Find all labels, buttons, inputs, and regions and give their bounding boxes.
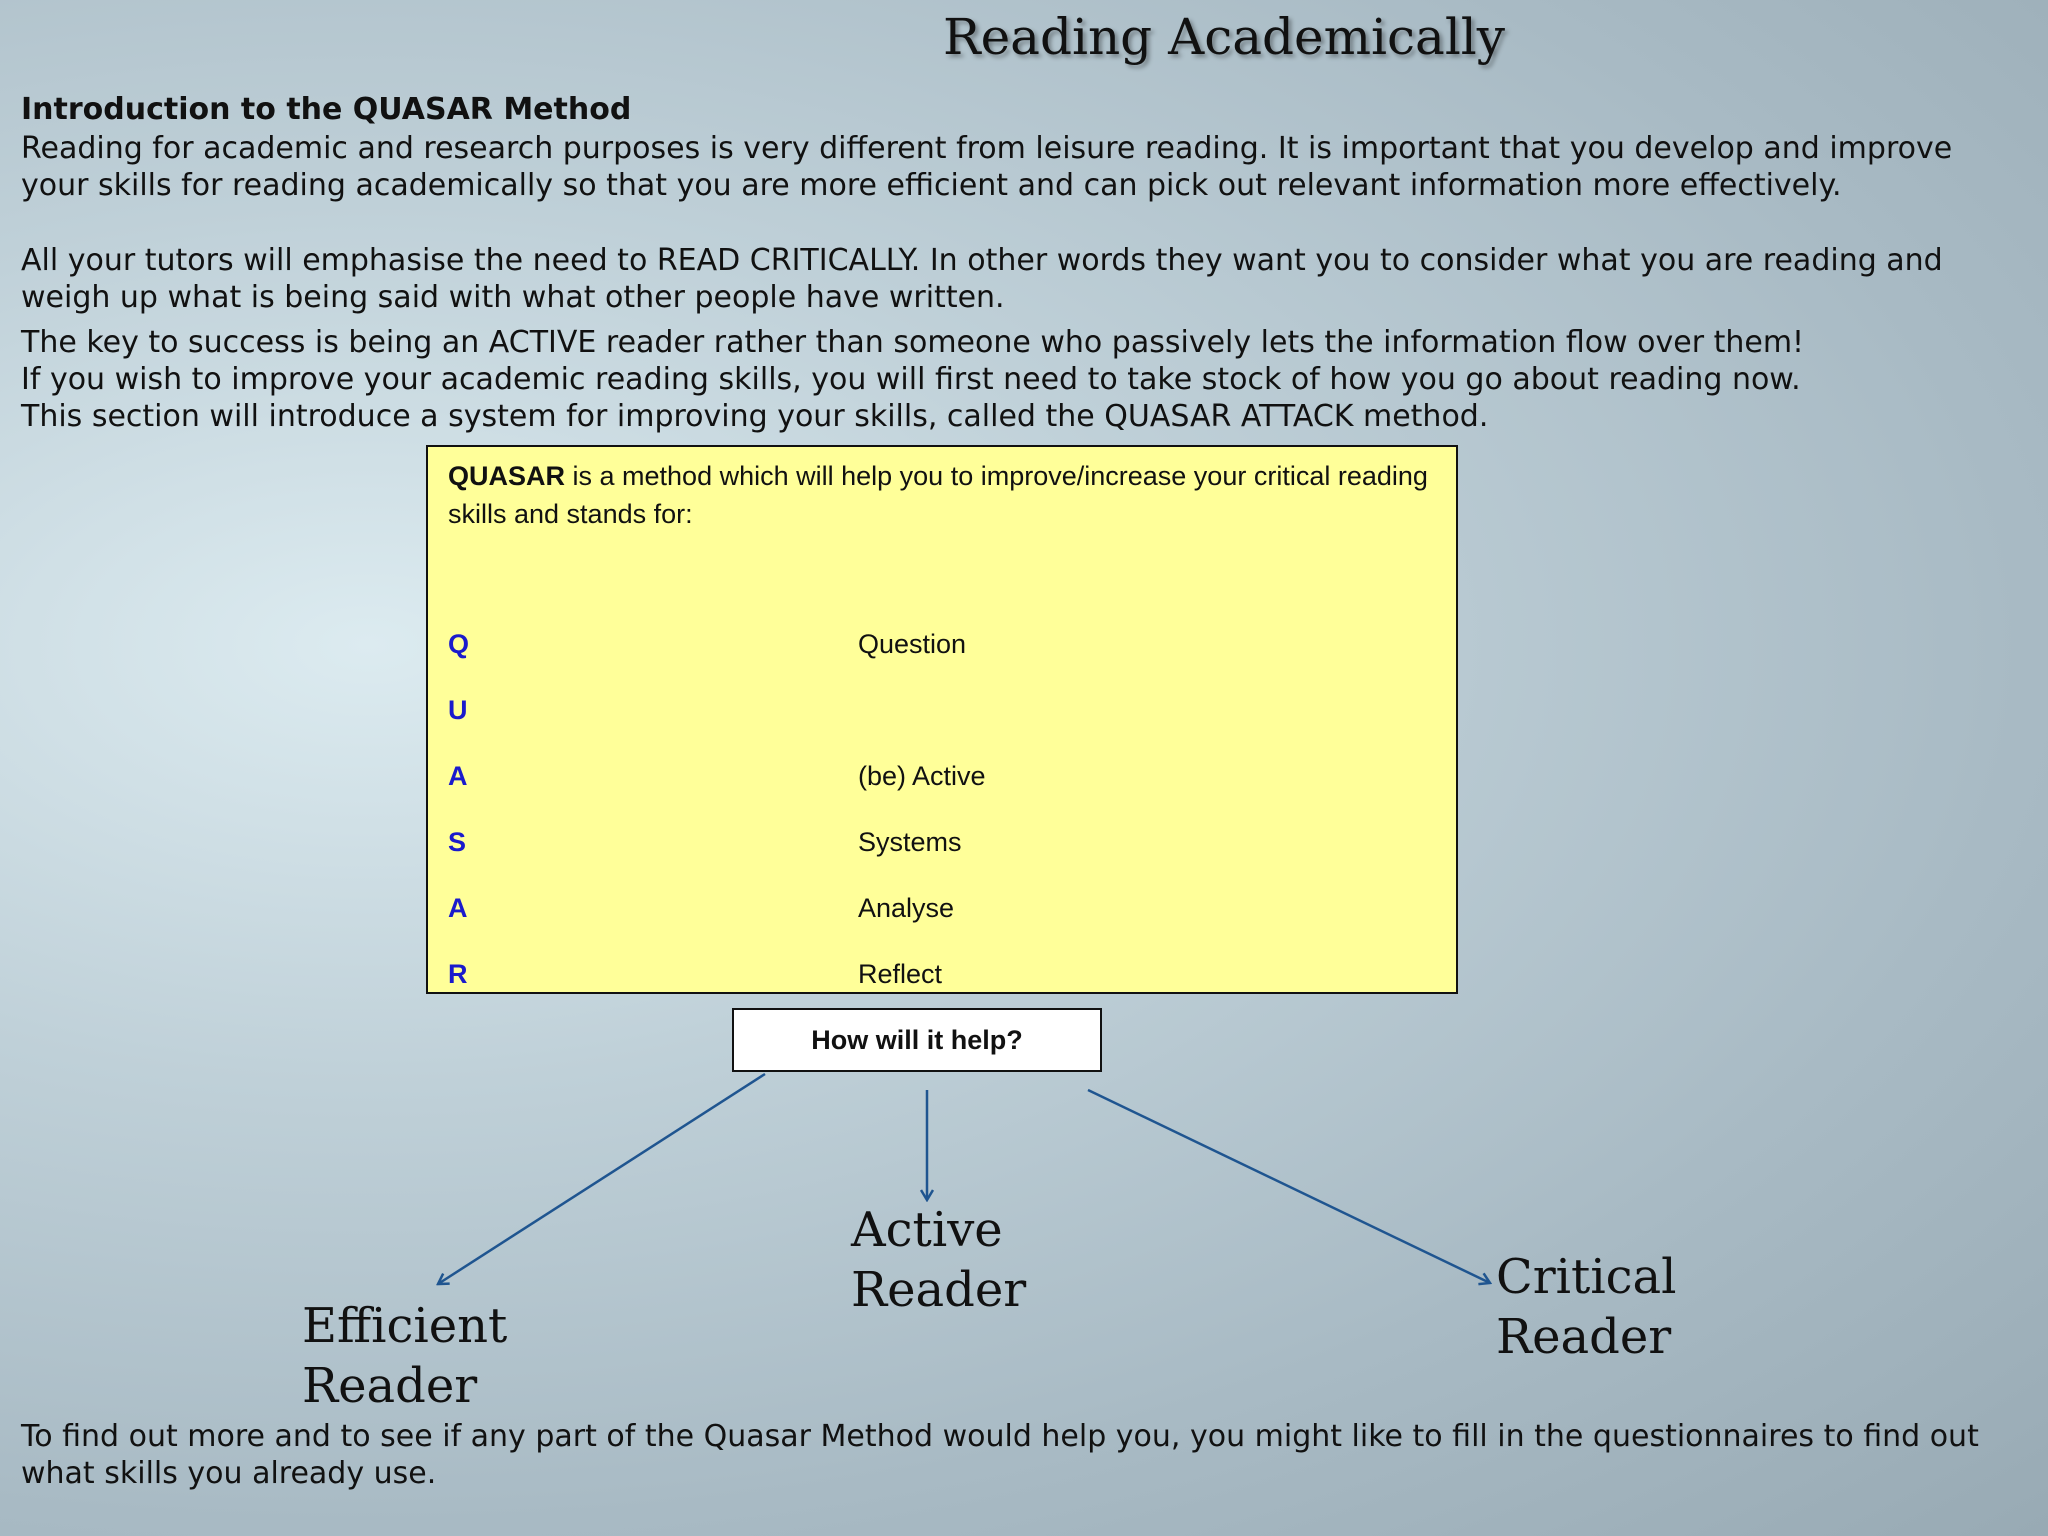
critical-reader-label bbox=[1496, 1247, 1677, 1367]
quasar-letter: Q bbox=[448, 629, 470, 659]
quasar-word: Systems bbox=[858, 827, 962, 857]
critical-reader-line-2: Reader bbox=[1496, 1309, 1672, 1365]
quasar-row-s bbox=[428, 827, 1458, 867]
intro-heading: Introduction to the QUASAR Method bbox=[21, 92, 632, 127]
quasar-letter: A bbox=[448, 761, 468, 791]
quasar-letter: R bbox=[448, 959, 468, 989]
intro-paragraph-3-line-3: This section will introduce a system for improving your skills, called the QUASAR ATTACK method. bbox=[21, 399, 1489, 434]
quasar-row-a2 bbox=[428, 893, 1458, 933]
quasar-row-q bbox=[428, 629, 1458, 669]
active-reader-label bbox=[851, 1200, 1026, 1320]
quasar-word: (be) Active bbox=[858, 761, 986, 791]
quasar-row-u bbox=[428, 695, 1458, 735]
arrow-to-critical bbox=[1088, 1090, 1490, 1283]
quasar-word: Reflect bbox=[858, 959, 943, 989]
arrow-to-efficient bbox=[438, 1074, 765, 1284]
footer-text: To find out more and to see if any part of the Quasar Method would help you, you might like to fill in the questionnaires to find out what skills you already use. bbox=[21, 1419, 1979, 1491]
intro-paragraph-3-line-2: If you wish to improve your academic reading skills, you will first need to take stock of how you go about reading now. bbox=[21, 362, 1801, 397]
intro-paragraph-2: All your tutors will emphasise the need to READ CRITICALLY. In other words they want you to consider what you are reading and weigh up what is being said with what other people have written. bbox=[21, 243, 1943, 315]
quasar-letter: U bbox=[448, 695, 468, 725]
how-will-it-help-box: How will it help? bbox=[732, 1008, 1102, 1072]
quasar-letter: S bbox=[448, 827, 467, 857]
intro-paragraph-1: Reading for academic and research purposes is very different from leisure reading. It is important that you develop and improve your skills for reading academically so that you are more efficient and can pick out relevant information more effectively. bbox=[21, 131, 1953, 203]
quasar-row-a1 bbox=[428, 761, 1458, 801]
quasar-row-r bbox=[428, 959, 1458, 999]
quasar-definition-box bbox=[426, 445, 1458, 994]
quasar-intro-text bbox=[448, 457, 1448, 533]
efficient-reader-label bbox=[302, 1296, 507, 1416]
active-reader-line-1: Active bbox=[851, 1202, 1003, 1258]
intro-paragraph-3-line-1: The key to success is being an ACTIVE reader rather than someone who passively lets the information flow over them! bbox=[21, 325, 1805, 360]
quasar-acronym: QUASAR bbox=[448, 461, 566, 491]
page-title: Reading Academically bbox=[942, 8, 1506, 66]
quasar-intro-description: is a method which will help you to improve/increase your critical reading skills and stands for: bbox=[448, 461, 1428, 529]
critical-reader-line-1: Critical bbox=[1496, 1249, 1677, 1305]
quasar-word: Analyse bbox=[858, 893, 955, 923]
quasar-word: Question bbox=[858, 629, 967, 659]
efficient-reader-line-2: Reader bbox=[302, 1358, 478, 1414]
efficient-reader-line-1: Efficient bbox=[302, 1298, 508, 1354]
active-reader-line-2: Reader bbox=[851, 1262, 1027, 1318]
quasar-letter: A bbox=[448, 893, 468, 923]
